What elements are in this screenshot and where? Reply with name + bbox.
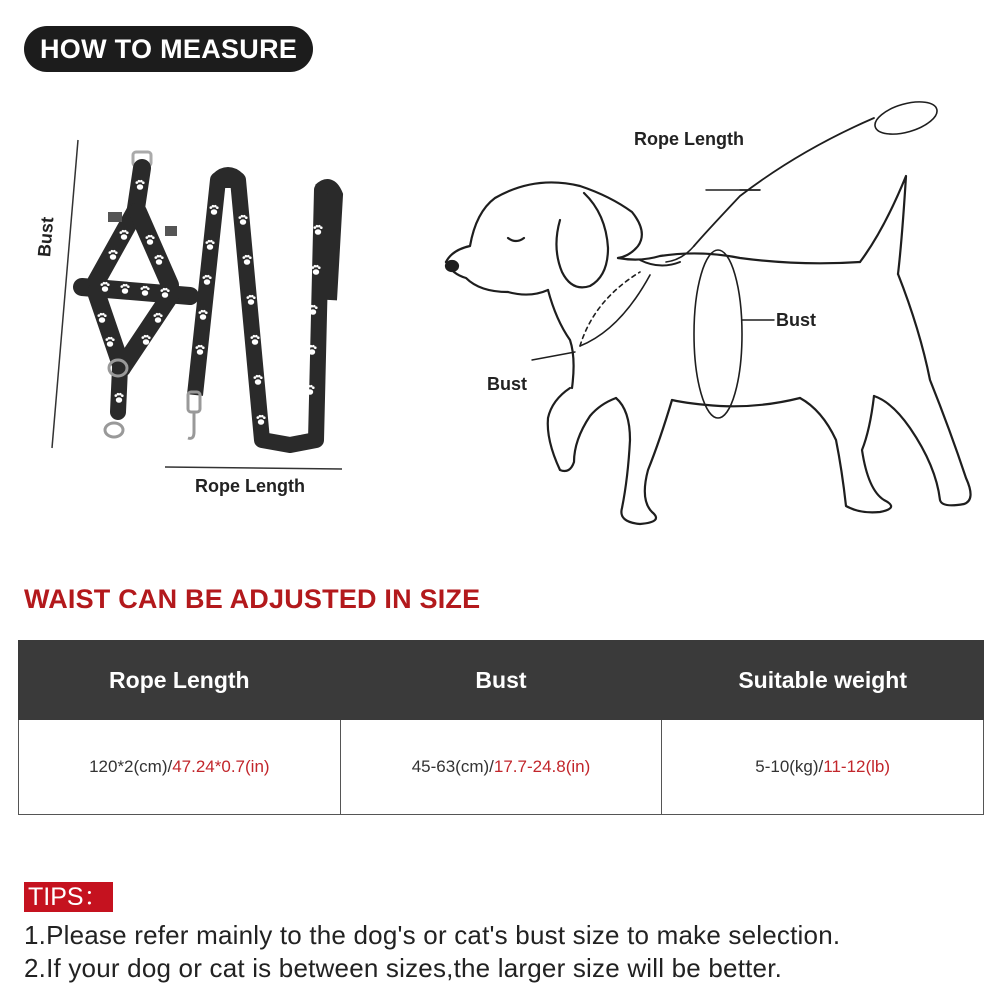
header-bust: Bust	[340, 641, 662, 720]
rope-measure-line	[165, 467, 342, 469]
header-suitable-weight: Suitable weight	[662, 641, 984, 720]
harness-image	[80, 152, 190, 437]
bust-imperial: 17.7-24.8(in)	[493, 757, 591, 776]
leash-image	[188, 175, 336, 445]
weight-imperial: 11-12(lb)	[823, 757, 891, 776]
rope-length-imperial: 47.24*0.7(in)	[172, 757, 270, 776]
rope-length-metric: 120*2(cm)/	[89, 757, 173, 776]
bust-metric: 45-63(cm)/	[411, 757, 494, 776]
how-to-measure-badge: HOW TO MEASURE	[24, 26, 313, 72]
dog-rope-length-label: Rope Length	[634, 129, 744, 149]
product-bust-label: Bust	[34, 216, 58, 258]
header-rope-length: Rope Length	[19, 641, 341, 720]
product-rope-length-label: Rope Length	[195, 476, 305, 496]
size-table	[18, 640, 984, 815]
weight-metric: 5-10(kg)/	[755, 757, 824, 776]
cell-bust	[340, 720, 662, 815]
cell-rope-length	[19, 720, 341, 815]
tips-label: TIPS：	[24, 882, 113, 912]
tip-line-2: 2.If your dog or cat is between sizes,the larger size will be better.	[24, 953, 783, 983]
bust-measure-line	[52, 140, 78, 448]
adjustable-waist-subtitle: WAIST CAN BE ADJUSTED IN SIZE	[24, 584, 481, 614]
cell-suitable-weight	[662, 720, 984, 815]
dog-outline	[446, 96, 971, 524]
table-row	[19, 720, 984, 815]
dog-bust-right-label: Bust	[776, 310, 816, 330]
tip-line-1: 1.Please refer mainly to the dog's or cat's bust size to make selection.	[24, 920, 841, 950]
dog-bust-left-label: Bust	[487, 374, 527, 394]
table-header-row	[19, 641, 984, 720]
